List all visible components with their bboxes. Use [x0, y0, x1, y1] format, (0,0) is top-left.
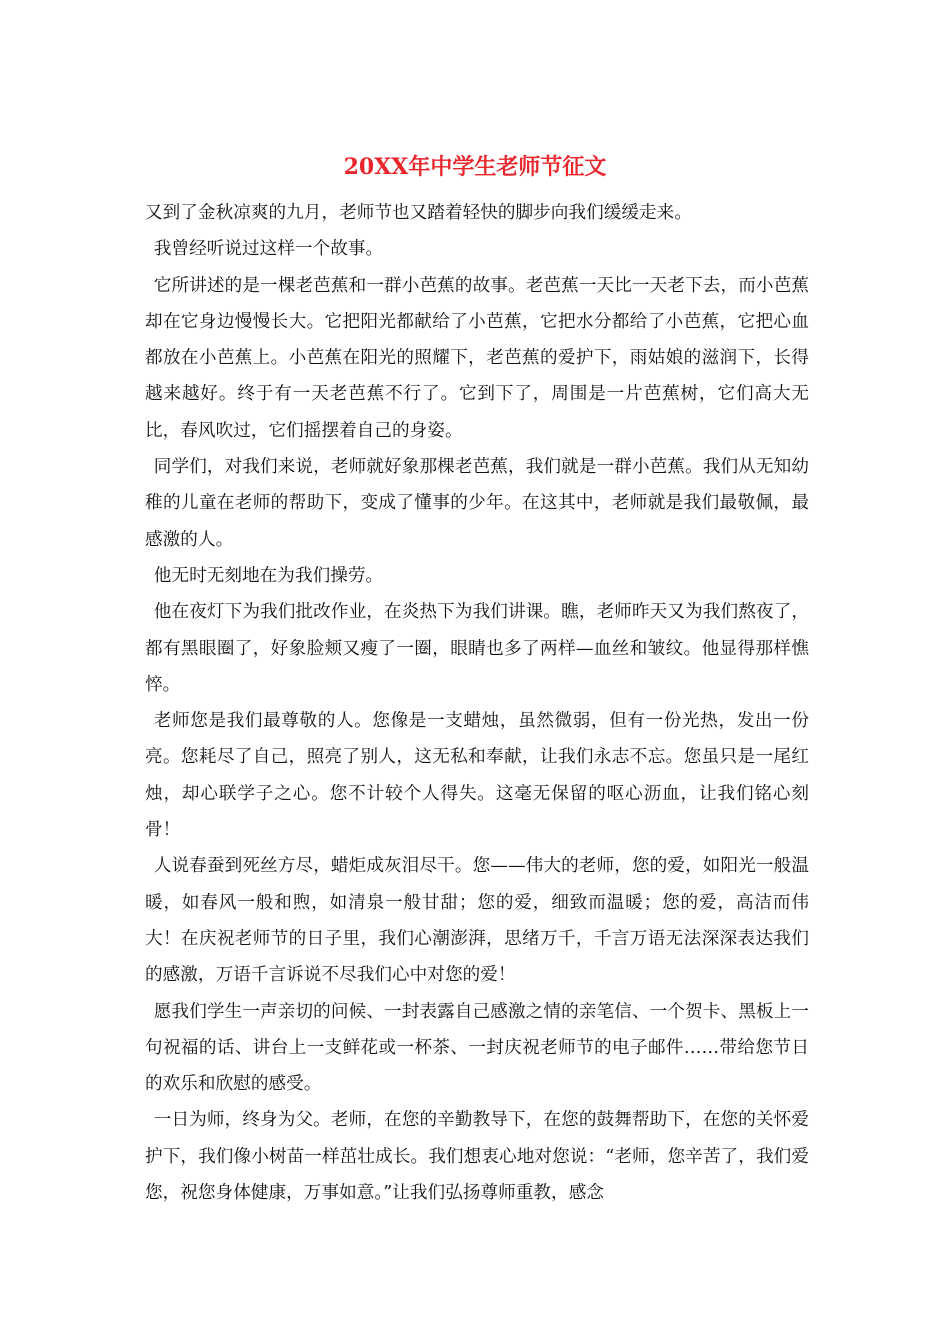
paragraph-8: 人说春蚕到死丝方尽，蜡炬成灰泪尽干。您——伟大的老师，您的爱，如阳光一般温暖，如春风一般和煦，如清泉一般甘甜；您的爱，细致而温暖；您的爱，高洁而伟大！在庆祝老师节的日子里，我们心潮澎湃，思绪万千，千言万语无法深深表达我们的感激，万语千言诉说不尽我们心中对您的爱！ [145, 856, 809, 986]
paragraph-10: 一日为师，终身为父。老师，在您的辛勤教导下，在您的鼓舞帮助下，在您的关怀爱护下，我们像小树苗一样茁壮成长。我们想衷心地对您说：“老师，您辛苦了，我们爱您，祝您身体健康，万事如意。”让我们弘扬尊师重教，感念 [145, 1110, 809, 1204]
paragraph-4: 同学们，对我们来说，老师就好象那棵老芭蕉，我们就是一群小芭蕉。我们从无知幼稚的儿童在老师的帮助下，变成了懂事的少年。在这其中，老师就是我们最敬佩，最感激的人。 [145, 457, 809, 550]
paragraph-7: 老师您是我们最尊敬的人。您像是一支蜡烛，虽然微弱，但有一份光热，发出一份亮。您耗尽了自己，照亮了别人，这无私和奉献，让我们永志不忘。您虽只是一尾红烛，却心联学子之心。您不计较个人得失。这毫无保留的呕心沥血，让我们铭心刻骨！ [145, 711, 809, 841]
paragraph-9: 愿我们学生一声亲切的问候、一封表露自己感激之情的亲笔信、一个贺卡、黑板上一句祝福的话、讲台上一支鲜花或一杯茶、一封庆祝老师节的电子邮件……带给您节日的欢乐和欣慰的感受。 [145, 1001, 809, 1095]
paragraph-5: 他无时无刻地在为我们操劳。 [153, 565, 384, 586]
paragraph-2: 我曾经听说过这样一个故事。 [153, 239, 384, 260]
paragraph-6: 他在夜灯下为我们批改作业，在炎热下为我们讲课。瞧，老师昨天又为我们熬夜了，都有黑眼圈了，好象脸颊又瘦了一圈，眼睛也多了两样—血丝和皱纹。他显得那样憔悴。 [145, 602, 809, 695]
paragraph-3: 它所讲述的是一棵老芭蕉和一群小芭蕉的故事。老芭蕉一天比一天老下去，而小芭蕉却在它身边慢慢长大。它把阳光都献给了小芭蕉，它把水分都给了小芭蕉，它把心血都放在小芭蕉上。小芭蕉在阳光的照耀下，老芭蕉的爱护下，雨姑娘的滋润下，长得越来越好。终于有一天老芭蕉不行了。它到下了，周围是一片芭蕉树，它们高大无比，春风吹过，它们摇摆着自己的身姿。 [145, 275, 809, 441]
document-title: 20XX年中学生老师节征文 [343, 154, 607, 180]
paragraph-1: 又到了金秋凉爽的九月，老师节也又踏着轻快的脚步向我们缓缓走来。 [145, 203, 692, 223]
document-body [145, 195, 809, 1211]
